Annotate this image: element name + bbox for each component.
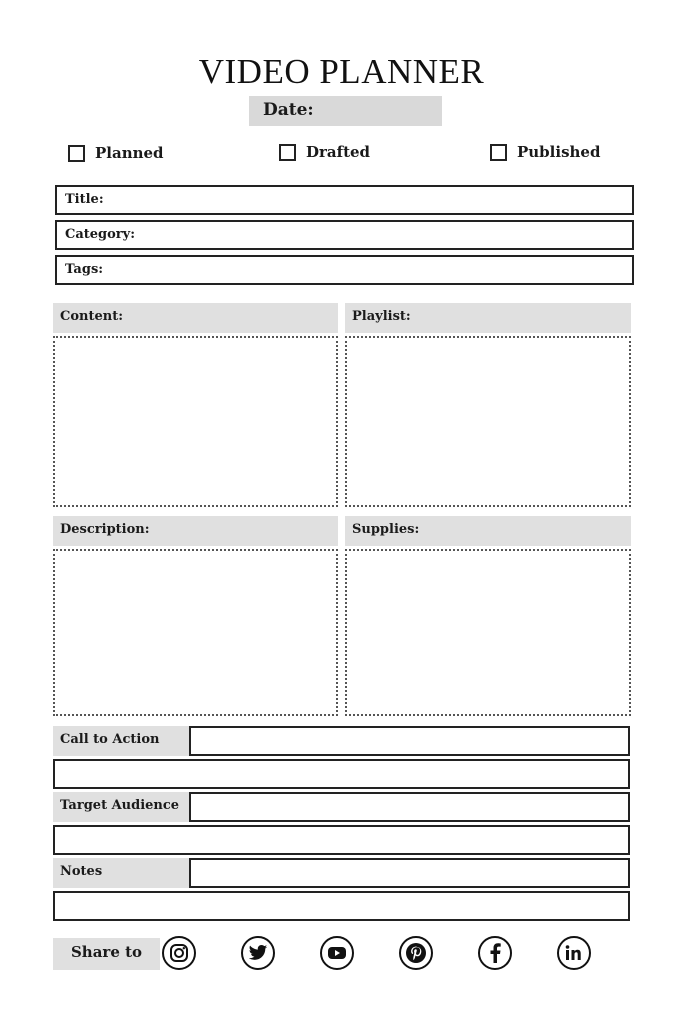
target-audience-label: Target Audience (53, 792, 189, 822)
page-title: VIDEO PLANNER (198, 52, 485, 91)
facebook-icon[interactable] (478, 936, 512, 970)
published-label: Published (517, 143, 601, 161)
date-field[interactable] (249, 96, 442, 126)
drafted-label: Drafted (306, 143, 371, 161)
linkedin-icon[interactable] (557, 936, 591, 970)
notes-input[interactable] (189, 858, 630, 888)
share-label: Share to (53, 938, 160, 970)
planned-checkbox[interactable] (68, 144, 164, 162)
description-header: Description: (53, 516, 338, 546)
pinterest-icon[interactable] (399, 936, 433, 970)
target-audience-line[interactable] (53, 825, 630, 855)
supplies-header: Supplies: (345, 516, 631, 546)
category-field[interactable] (55, 220, 634, 250)
youtube-icon[interactable] (320, 936, 354, 970)
title-label: Title: (65, 192, 104, 207)
call-to-action-label: Call to Action (53, 726, 189, 756)
content-header: Content: (53, 303, 338, 333)
supplies-box[interactable] (345, 549, 631, 716)
target-audience-input[interactable] (189, 792, 630, 822)
tags-label: Tags: (65, 262, 104, 277)
published-checkbox-box[interactable] (490, 144, 507, 161)
published-checkbox[interactable] (490, 143, 600, 161)
call-to-action-line[interactable] (53, 759, 630, 789)
tags-field[interactable] (55, 255, 634, 285)
call-to-action-input[interactable] (189, 726, 630, 756)
description-box[interactable] (53, 549, 338, 716)
date-label: Date: (263, 100, 314, 120)
content-box[interactable] (53, 336, 338, 507)
playlist-header: Playlist: (345, 303, 631, 333)
planned-checkbox-box[interactable] (68, 145, 85, 162)
category-label: Category: (65, 227, 136, 242)
notes-line[interactable] (53, 891, 630, 921)
notes-label: Notes (53, 858, 189, 888)
title-field[interactable] (55, 185, 634, 215)
drafted-checkbox[interactable] (279, 143, 370, 161)
playlist-box[interactable] (345, 336, 631, 507)
twitter-icon[interactable] (241, 936, 275, 970)
drafted-checkbox-box[interactable] (279, 144, 296, 161)
instagram-icon[interactable] (162, 936, 196, 970)
planned-label: Planned (95, 144, 164, 162)
